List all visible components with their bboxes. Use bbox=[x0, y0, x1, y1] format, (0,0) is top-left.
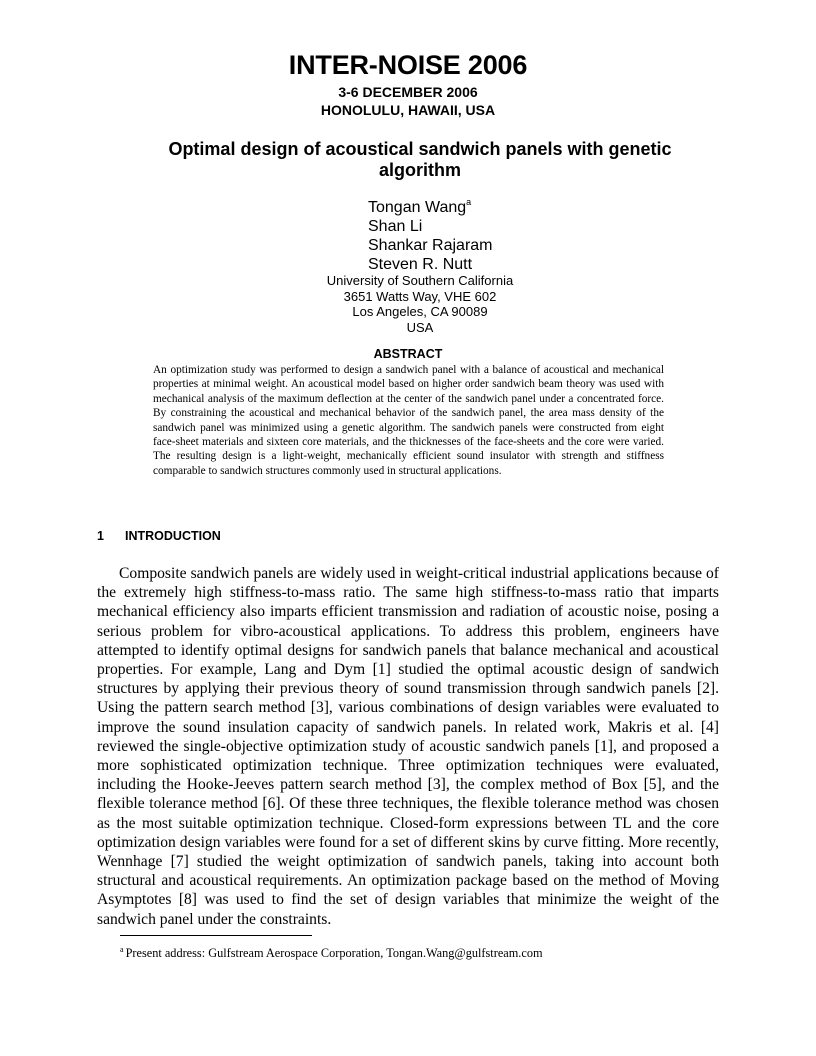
author-list bbox=[368, 198, 493, 274]
author-name: Steven R. Nutt bbox=[368, 256, 473, 273]
affiliation-country: USA bbox=[406, 319, 434, 335]
abstract-heading: ABSTRACT bbox=[373, 347, 443, 361]
author-footnote-mark: a bbox=[466, 197, 472, 207]
section-heading bbox=[97, 529, 221, 543]
author-name: Shan Li bbox=[368, 218, 423, 235]
footnote-text: Present address: Gulfstream Aerospace Corporation, Tongan.Wang@gulfstream.com bbox=[125, 946, 543, 960]
conference-location: HONOLULU, HAWAII, USA bbox=[320, 102, 496, 118]
abstract-text: An optimization study was performed to design a sandwich panel with a balance of acoustical and mechanical properties at minimal weight. An acoustical model based on higher order sandwich beam theory was used with mechanical analysis of the maximum deflection at the center of the sandwich panel under a concentrated force. By constraining the acoustical and mechanical behavior of the sandwich panel, the area mass density of the sandwich panel was minimized using a genetic algorithm. The sandwich panels were constructed from eight face-sheet materials and sixteen core materials, and the thicknesses of the face-sheets and the core were varied. The resulting design is a light-weight, mechanically efficient sound insulator with strength and stiffness comparable to sandwich structures commonly used in structural applications. bbox=[153, 364, 664, 477]
conference-dates: 3-6 DECEMBER 2006 bbox=[338, 84, 478, 100]
introduction-paragraph: Composite sandwich panels are widely used in weight-critical industrial applications because of the extremely high stiffness-to-mass ratio. The same high stiffness-to-mass ratio that imparts mechanical efficiency also imparts efficient transmission and radiation of acoustic noise, posing a serious problem for vibro-acoustical applications. To address this problem, engineers have attempted to identify optimal designs for sandwich panels that balance mechanical and acoustical properties. For example, Lang and Dym [1] studied the optimal acoustic design of sandwich structures by applying their previous theory of sound transmission through sandwich panels [2]. Using the pattern search method [3], various combinations of design variables were evaluated to improve the sound insulation capacity of sandwich panels. In related work, Makris et al. [4] reviewed the single-objective optimization study of acoustic sandwich panels [1], and proposed a more sophisticated optimization technique. Three optimization techniques were evaluated, including the Hooke-Jeeves pattern search method [3], the complex method of Box [5], and the flexible tolerance method [6]. Of these three techniques, the flexible tolerance method was chosen as the most suitable optimization technique. Closed-form expressions between TL and the core optimization design variables were found for a set of different skins by curve fitting. More recently, Wennhage [7] studied the weight optimization of sandwich panels, taking into account both structural and acoustical requirements. An optimization package based on the method of Moving Asymptotes [8] was used to find the set of design variables that minimize the weight of the sandwich panel under the constraints. bbox=[97, 565, 719, 928]
section-title: INTRODUCTION bbox=[125, 529, 221, 543]
affiliation-street: 3651 Watts Way, VHE 602 bbox=[343, 288, 497, 304]
footnote bbox=[120, 946, 543, 961]
affiliation-institution: University of Southern California bbox=[326, 273, 514, 288]
affiliation-city: Los Angeles, CA 90089 bbox=[352, 304, 488, 319]
footnote-divider bbox=[120, 935, 312, 936]
footnote-mark: a bbox=[120, 945, 124, 954]
section-number: 1 bbox=[97, 529, 104, 543]
conference-title: INTER-NOISE 2006 bbox=[288, 50, 528, 80]
paper-title: Optimal design of acoustical sandwich panels with genetic algorithm bbox=[168, 139, 672, 180]
affiliation bbox=[0, 273, 816, 335]
author-name: Shankar Rajaram bbox=[368, 237, 493, 254]
author-name: Tongan Wang$^a$ bbox=[368, 197, 472, 216]
